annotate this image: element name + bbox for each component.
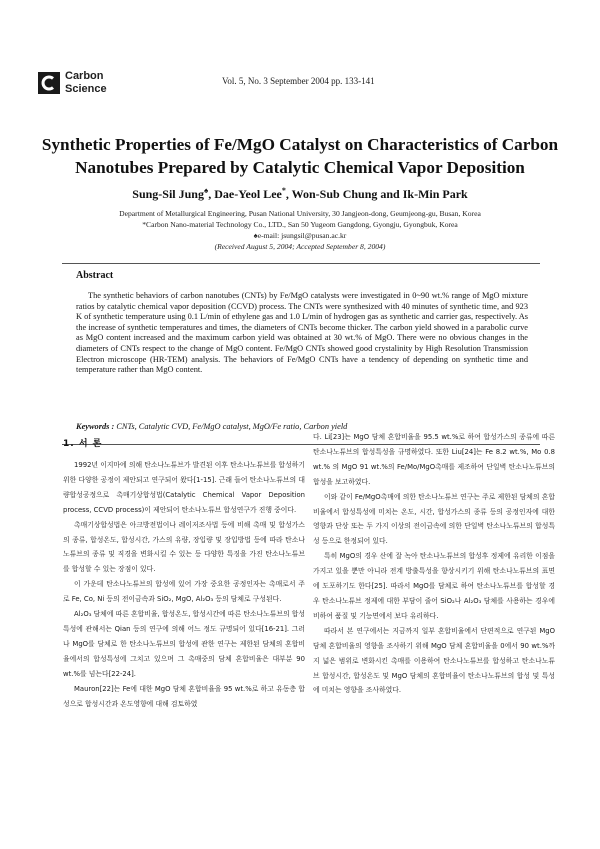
affiliation-mark: * (281, 186, 286, 195)
corresponding-mark: ♠ (203, 186, 209, 195)
keywords-list: CNTs, Catalytic CVD, Fe/MgO catalyst, MgO/Fe ratio, Carbon yield (114, 422, 348, 431)
paragraph: 따라서 본 연구에서는 지금까지 일부 혼합비율에서 단편적으로 연구된 MgO 담체 혼합비율의 영향을 조사하기 위해 MgO 담체 혼합비율을 0에서 90 wt.%까지 넓은 범위로 변화시킨 촉매를 이용하여 탄소나노튜브를 합성하고 탄소나노튜브 합성시간, 합성온도 및 MgO 담체의 혼합비율이 탄소나노튜브의 합성 및 특성에 미치는 영향을 조사하였다. (313, 626, 555, 695)
paragraph: Al₂O₃ 담체에 따른 혼합비율, 합성온도, 합성시간에 따른 탄소나노튜브의 합성특성에 관해서는 Qian 등의 연구에 의해 어느 정도 규명되어 있다[16-21]. 그러나 MgO를 담체로 한 탄소나노튜브의 합성에 관한 연구는 제한된 담체의 혼합비율에서의 합성특성에 그치고 있으며 그 촉매중의 담체 혼합비율은 대부분 90 wt.%를 넘는다[22-24]. (63, 610, 305, 678)
abstract-box (62, 263, 540, 445)
logo-line-carbon: Carbon (65, 70, 104, 82)
left-column (63, 458, 305, 711)
authors-rest: , Won-Sub Chung and Ik-Min Park (285, 187, 468, 201)
paragraph: 이와 같이 Fe/MgO촉매에 의한 탄소나노튜브 연구는 주로 제한된 담체의 혼합비율에서 합성특성에 미치는 온도, 시간, 합성가스의 종류 등의 공정인자에 대한 영향과 단상 또는 두 가지 이상의 전이금속에 의한 단일벽 탄소나노튜브의 합성특성 등으로 한정되어 있다. (313, 492, 555, 546)
author-list (40, 186, 560, 202)
paragraph: Mauron[22]는 Fe에 대한 MgO 담체 혼합비율을 95 wt.%로 하고 유동층 합성으로 합성시간과 온도영향에 대해 검토하였 (63, 684, 305, 708)
journal-logo (38, 70, 148, 100)
received-dates: (Received August 5, 2004; Accepted September 8, 2004) (214, 242, 386, 251)
paragraph: 특히 MgO의 경우 산에 잘 녹아 탄소나노튜브의 합성후 정제에 유리한 이점을 가지고 있을 뿐만 아니라 전계 방출특성을 향상시키기 위해 탄소나노튜브의 표면에 도포하기도 한다[25]. 따라서 MgO를 담체로 하여 탄소나노튜브를 합성할 경우 탄소나노튜브 정제에 대한 부담이 줄어 SiO₂나 Al₂O₃ 담체를 사용하는 경우에 비하여 품질 및 기능면에서 보다 유리하다. (313, 552, 555, 620)
carbon-science-logo-icon (38, 72, 60, 94)
section-heading-introduction: 1. 서 론 (63, 439, 103, 449)
email-line: ♠e-mail: jsungsil@pusan.ac.kr (253, 231, 347, 240)
paragraph: 다. Li[23]는 MgO 담체 혼합비율을 95.5 wt.%로 하여 합성가스의 종류에 따른 탄소나노튜브의 합성특성을 규명하였다. 또한 Liu[24]는 Fe 8.2 wt.%, Mo 0.8 wt.% 의 MgO 91 wt.%의 Fe/Mo/MgO촉매를 제조하여 단일벽 탄소나노튜브의 합성을 보고하였다. (313, 433, 555, 486)
affiliation-1: Department of Metallurgical Engineering, Pusan National University, 30 Jangjeon-dong, Geumjeong-gu, Busan, Korea (119, 209, 481, 218)
keywords-label: Keywords : (76, 422, 115, 431)
paragraph: 1992년 이지마에 의해 탄소나노튜브가 발견된 이후 탄소나노튜브를 합성하기 위한 다양한 공정이 제안되고 연구되어 왔다[1-15]. 근래 들어 탄소나노튜브의 대량합성공정으로 촉매기상합성법(Catalytic Chemical Vapor Deposition process, CCVD process)이 제안되어 탄소나노튜브 합성연구가 진행 중이다. (63, 461, 305, 514)
logo-line-science: Science (65, 82, 107, 95)
abstract-heading: Abstract (76, 270, 114, 281)
journal-citation: Vol. 5, No. 3 September 2004 pp. 133-141 (222, 76, 375, 86)
right-column (313, 430, 555, 698)
paragraph: 촉매기상합성법은 아크방전법이나 레이저조사법 등에 비해 촉매 및 합성가스의 종류, 합성온도, 합성시간, 가스의 유량, 장입량 및 장입방법 등에 따라 탄소나노튜브의 종류 및 직경을 변화시킬 수 있는 등 다양한 특징을 가진 탄소나노튜브를 합성할 수 있는 장점이 있다. (63, 520, 305, 574)
journal-logo-text (65, 70, 107, 95)
author-lee: , Dae-Yeol Lee (208, 187, 282, 201)
title-line-2: Nanotubes Prepared by Catalytic Chemical Vapor Deposition (75, 158, 525, 177)
abstract-text: The synthetic behaviors of carbon nanotubes (CNTs) by Fe/MgO catalysts were investigated in 0~90 wt.% range of MgO mixture ratios by catalytic chemical vapor deposition (CCVD) process. The CNTs were synthesized with 40 minutes of synthetic time, and 923 K of synthetic temperature using 0.1 L/min of ethylene gas and 1.0 L/min of hydrogen gas as synthetic and carrier gas, respectively. As the increase of synthetic temperatures and times, the diameters of CNTs become thicker. The carbon yield showed in a parabolic curve as MgO content increased and the maximum carbon yield was obtained at 30 wt.% of MgO. There were no obvious changes in the diameters of CNTs respect to the change of MgO content. Fe/MgO CNTs showed good crystalinity by High Resolution Transmission Electron microscope (HR-TEM) analysis. The behaviors of Fe/MgO CNTs have a tendency of depending on synthetic time and temperature rather than MgO content. (76, 291, 528, 375)
paragraph: 이 가운데 탄소나노튜브의 합성에 있어 가장 중요한 공정인자는 촉매로서 주로 Fe, Co, Ni 등의 전이금속과 SiO₂, MgO, Al₂O₃ 등의 담체로 구성된다. (63, 580, 305, 604)
affiliation-2: *Carbon Nano-material Technology Co., LTD., San 50 Yugeom Gangdong, Gyongju, Gyongbuk, Korea (142, 220, 458, 229)
author-jung: Sung-Sil Jung (132, 187, 204, 201)
paper-title (40, 133, 560, 179)
title-line-1: Synthetic Properties of Fe/MgO Catalyst on Characteristics of Carbon (41, 135, 559, 154)
